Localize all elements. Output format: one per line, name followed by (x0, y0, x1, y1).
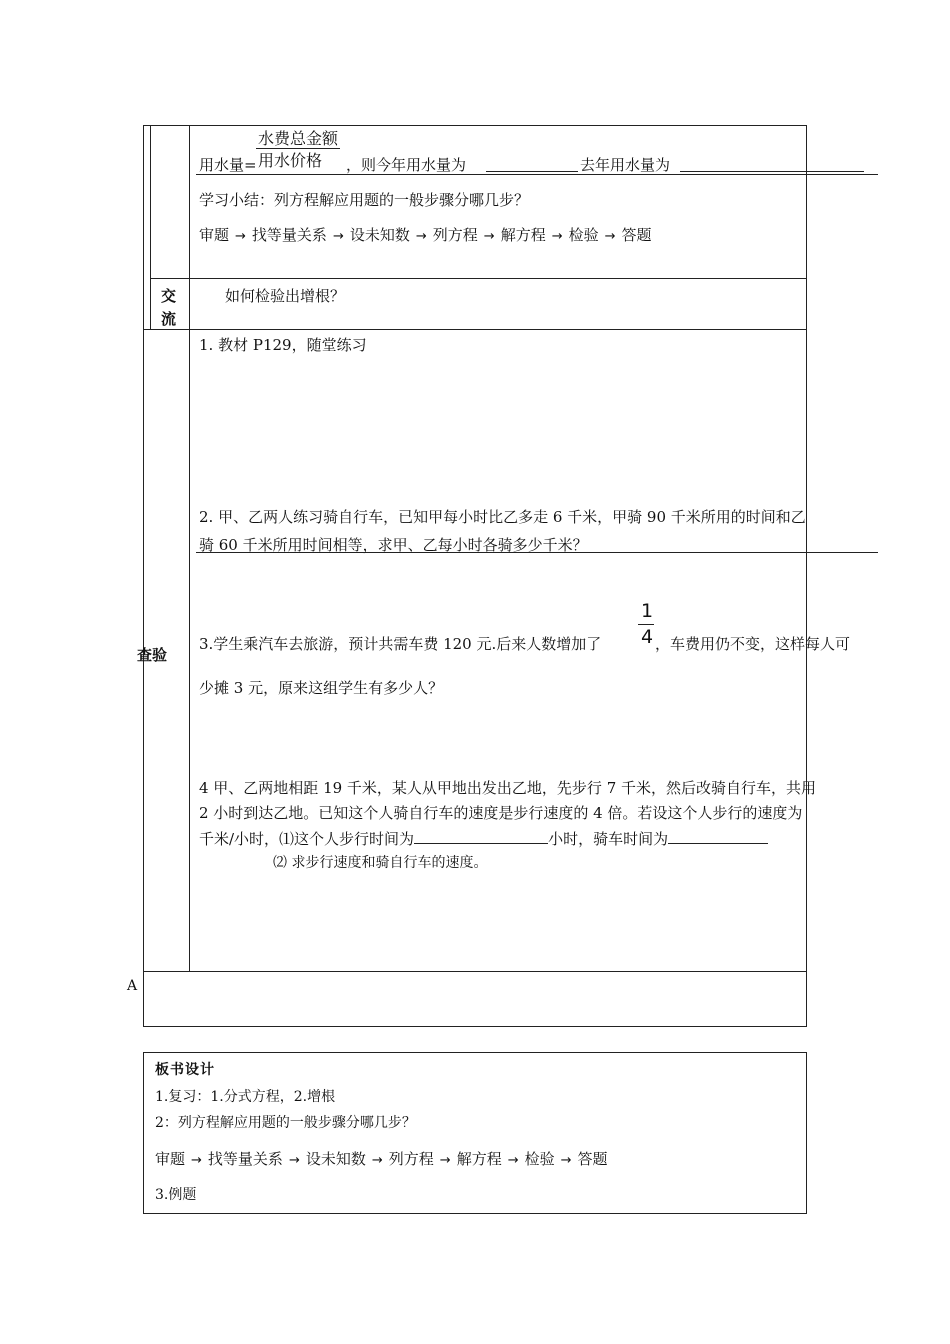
label-column-divider (150, 125, 151, 329)
board-line-1: 1.复习：1.分式方程，2.增根 (155, 1089, 336, 1105)
step-find-relation: 找等量关系 (251, 226, 327, 244)
step-review: 审题 (199, 226, 230, 244)
check-label: 查验 (137, 646, 168, 664)
board-line-2: 2：列方程解应用题的一般步骤分哪几步？ (155, 1115, 416, 1131)
board-design-box (143, 1052, 807, 1214)
content-column-divider (189, 125, 190, 971)
arrow-icon: → (439, 1153, 451, 1168)
step-answer: 答题 (621, 226, 652, 244)
exchange-label-2: 流 (161, 310, 177, 328)
steps-row-top (199, 224, 652, 245)
q3-fraction-numerator: 1 (641, 600, 654, 622)
step-list-equation: 列方程 (388, 1150, 434, 1168)
arrow-icon: → (332, 229, 344, 244)
question-4-line-1: 4 甲、乙两地相距 19 千米，某人从甲地出发出乙地，先步行 7 千米，然后改骑自行车，共用 (199, 779, 817, 797)
board-line-4: 3.例题 (155, 1187, 197, 1203)
row-divider-1 (150, 278, 806, 279)
question-4-ride-time-text: 小时，骑车时间为 (548, 830, 669, 848)
line-under-question-2 (196, 552, 878, 553)
line-under-formula (196, 174, 878, 175)
step-set-unknown: 设未知数 (349, 226, 410, 244)
table-left-border (143, 125, 144, 1027)
last-year-text: 去年用水量为 (580, 156, 671, 174)
fraction-numerator: 水费总金额 (258, 129, 339, 148)
step-check: 检验 (524, 1150, 555, 1168)
question-3-before: 3.学生乘汽车去旅游，预计共需车费 120 元.后来人数增加了 (199, 635, 602, 653)
step-find-relation: 找等量关系 (207, 1150, 283, 1168)
question-4-line-4: ⑵ 求步行速度和骑自行车的速度。 (273, 855, 488, 871)
summary-question: 学习小结：列方程解应用题的一般步骤分哪几步？ (199, 191, 530, 209)
step-check: 检验 (568, 226, 599, 244)
question-4-line-2: 2 小时到达乙地。已知这个人骑自行车的速度是步行速度的 4 倍。若设这个人步行的速度为 (199, 804, 803, 822)
question-4-walk-time-text: 千米/小时，⑴这个人步行时间为 (199, 830, 415, 848)
arrow-icon: → (604, 229, 616, 244)
board-steps-row (155, 1148, 608, 1169)
table-right-border (806, 125, 807, 1027)
table-top-border (143, 125, 807, 126)
formula-prefix: 用水量= (199, 156, 257, 174)
row-divider-2 (143, 329, 806, 330)
question-1: 1. 教材 P129，随堂练习 (199, 336, 367, 354)
arrow-icon: → (483, 229, 495, 244)
step-solve: 解方程 (456, 1150, 502, 1168)
walk-time-blank (414, 829, 548, 844)
arrow-icon: → (507, 1153, 519, 1168)
row-divider-3 (143, 971, 806, 972)
side-mark: A (127, 978, 138, 994)
step-review: 审题 (155, 1150, 186, 1168)
arrow-icon: → (551, 229, 563, 244)
question-3-line-2: 少摊 3 元，原来这组学生有多少人？ (199, 679, 444, 697)
arrow-icon: → (191, 1153, 202, 1168)
table-bottom-border (143, 1026, 806, 1027)
exchange-label-1: 交 (161, 287, 177, 305)
step-set-unknown: 设未知数 (305, 1150, 366, 1168)
question-2-line-1: 2. 甲、乙两人练习骑自行车，已知甲每小时比乙多走 6 千米，甲骑 90 千米所用的时间和乙 (199, 508, 806, 526)
arrow-icon: → (235, 229, 246, 244)
arrow-icon: → (371, 1153, 383, 1168)
question-4-line-3 (199, 828, 768, 849)
exchange-question: 如何检验出增根？ (225, 287, 346, 305)
question-3-after: ，车费用仍不变，这样每人可 (655, 635, 851, 653)
step-answer: 答题 (577, 1150, 608, 1168)
this-year-text: ，则今年用水量为 (346, 156, 467, 174)
arrow-icon: → (415, 229, 427, 244)
ride-time-blank (668, 829, 768, 844)
q3-fraction-denominator: 4 (641, 626, 654, 648)
step-solve: 解方程 (500, 226, 546, 244)
fraction-denominator: 用水价格 (258, 151, 323, 170)
q3-fraction-bar (638, 624, 654, 625)
arrow-icon: → (560, 1153, 572, 1168)
arrow-icon: → (288, 1153, 300, 1168)
step-list-equation: 列方程 (432, 226, 478, 244)
question-2-line-2: 骑 60 千米所用时间相等，求甲、乙每小时各骑多少千米？ (199, 536, 588, 554)
board-title: 板书设计 (155, 1062, 215, 1078)
